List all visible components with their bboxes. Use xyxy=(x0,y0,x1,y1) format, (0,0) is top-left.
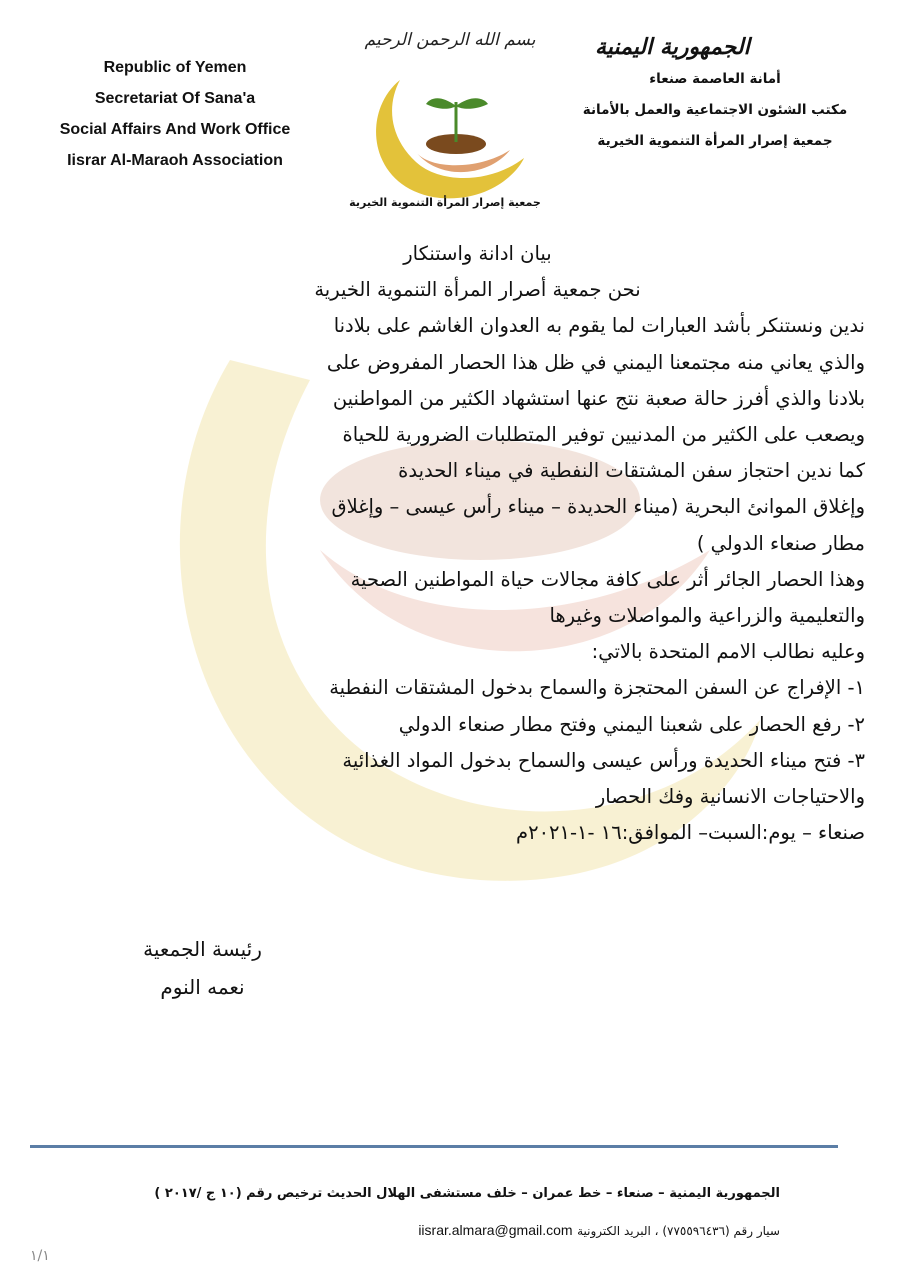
header-ar-office: مكتب الشئون الاجتماعية والعمل بالأمانة xyxy=(582,102,848,118)
header-english xyxy=(30,52,320,176)
footer xyxy=(80,1176,780,1250)
demand-item: ٣- فتح ميناء الحديدة ورأس عيسى والسماح بدخول المواد الغذائية xyxy=(342,748,865,772)
statement-line: والتعليمية والزراعية والمواصلات وغيرها xyxy=(549,604,865,628)
statement-line: وهذا الحصار الجائر أثر على كافة مجالات حياة المواطنين الصحية xyxy=(350,567,865,591)
footer-email: iisrar.almara@gmail.com xyxy=(418,1222,573,1238)
statement-date: صنعاء – يوم:السبت– الموافق:١٦ -١-٢٠٢١م xyxy=(516,821,865,845)
header-en-secretariat: Secretariat Of Sana'a xyxy=(94,90,256,107)
statement-line: كما ندين احتجاز سفن المشتقات النفطية في ميناء الحديدة xyxy=(398,459,865,483)
header-en-office: Social Affairs And Work Office xyxy=(59,121,291,138)
statement-line: ويصعب على الكثير من المدنيين توفير المتطلبات الضرورية للحياة xyxy=(342,423,865,447)
footer-contact xyxy=(80,1212,780,1250)
signature-block xyxy=(110,930,295,1006)
statement-line: والاحتياجات الانسانية وفك الحصار xyxy=(595,785,865,809)
statement-body xyxy=(150,236,865,851)
header-en-association: Iisrar Al-Maraoh Association xyxy=(67,152,283,169)
signature-role: رئيسة الجمعية xyxy=(143,937,262,961)
statement-line: بلادنا والذي أفرز حالة صعبة نتج عنها استشهاد الكثير من المواطنين xyxy=(332,386,865,410)
signature-name: نعمه النوم xyxy=(160,975,245,999)
header-ar-association: جمعية إصرار المرأة التنموية الخيرية xyxy=(597,133,833,149)
basmala: بسم الله الرحمن الرحيم xyxy=(364,30,536,50)
footer-phone: سيار رقم (٧٧٥٥٩٦٤٣٦) ، البريد الكترونية xyxy=(577,1224,780,1238)
statement-title: بيان ادانة واستنكار xyxy=(403,242,552,265)
header-en-country: Republic of Yemen xyxy=(103,59,247,76)
association-logo-icon xyxy=(360,72,530,202)
header-arabic xyxy=(565,30,865,157)
statement-line: والذي يعاني منه مجتمعنا اليمني في ظل هذا الحصار المفروض على xyxy=(326,350,865,374)
logo-caption: جمعية إصرار المرأة التنموية الخيرية xyxy=(349,196,541,209)
statement-line: مطار صنعاء الدولي ) xyxy=(696,531,865,555)
header-ar-country: الجمهورية اليمنية xyxy=(595,34,750,60)
statement-line: وعليه نطالب الامم المتحدة بالاتي: xyxy=(591,640,865,664)
demand-item: ١- الإفراج عن السفن المحتجزة والسماح بدخول المشتقات النفطية xyxy=(329,676,865,700)
statement-line: وإغلاق الموانئ البحرية (ميناء الحديدة – ميناء رأس عيسى – وإغلاق xyxy=(331,495,865,519)
statement-subtitle: نحن جمعية أصرار المرأة التنموية الخيرية xyxy=(314,278,641,302)
statement-line: ندين ونستنكر بأشد العبارات لما يقوم به العدوان الغاشم على بلادنا xyxy=(333,314,865,338)
footer-divider xyxy=(30,1145,838,1148)
demand-item: ٢- رفع الحصار على شعبنا اليمني وفتح مطار صنعاء الدولي xyxy=(398,712,865,736)
header-ar-secretariat: أمانة العاصمة صنعاء xyxy=(649,71,781,87)
footer-address: الجمهورية اليمنية – صنعاء – خط عمران – خلف مستشفى الهلال الحديث ترخيص رقم (١٠ ج /٢٠١٧ ) xyxy=(154,1186,780,1201)
page-number: ١/١ xyxy=(30,1248,50,1264)
